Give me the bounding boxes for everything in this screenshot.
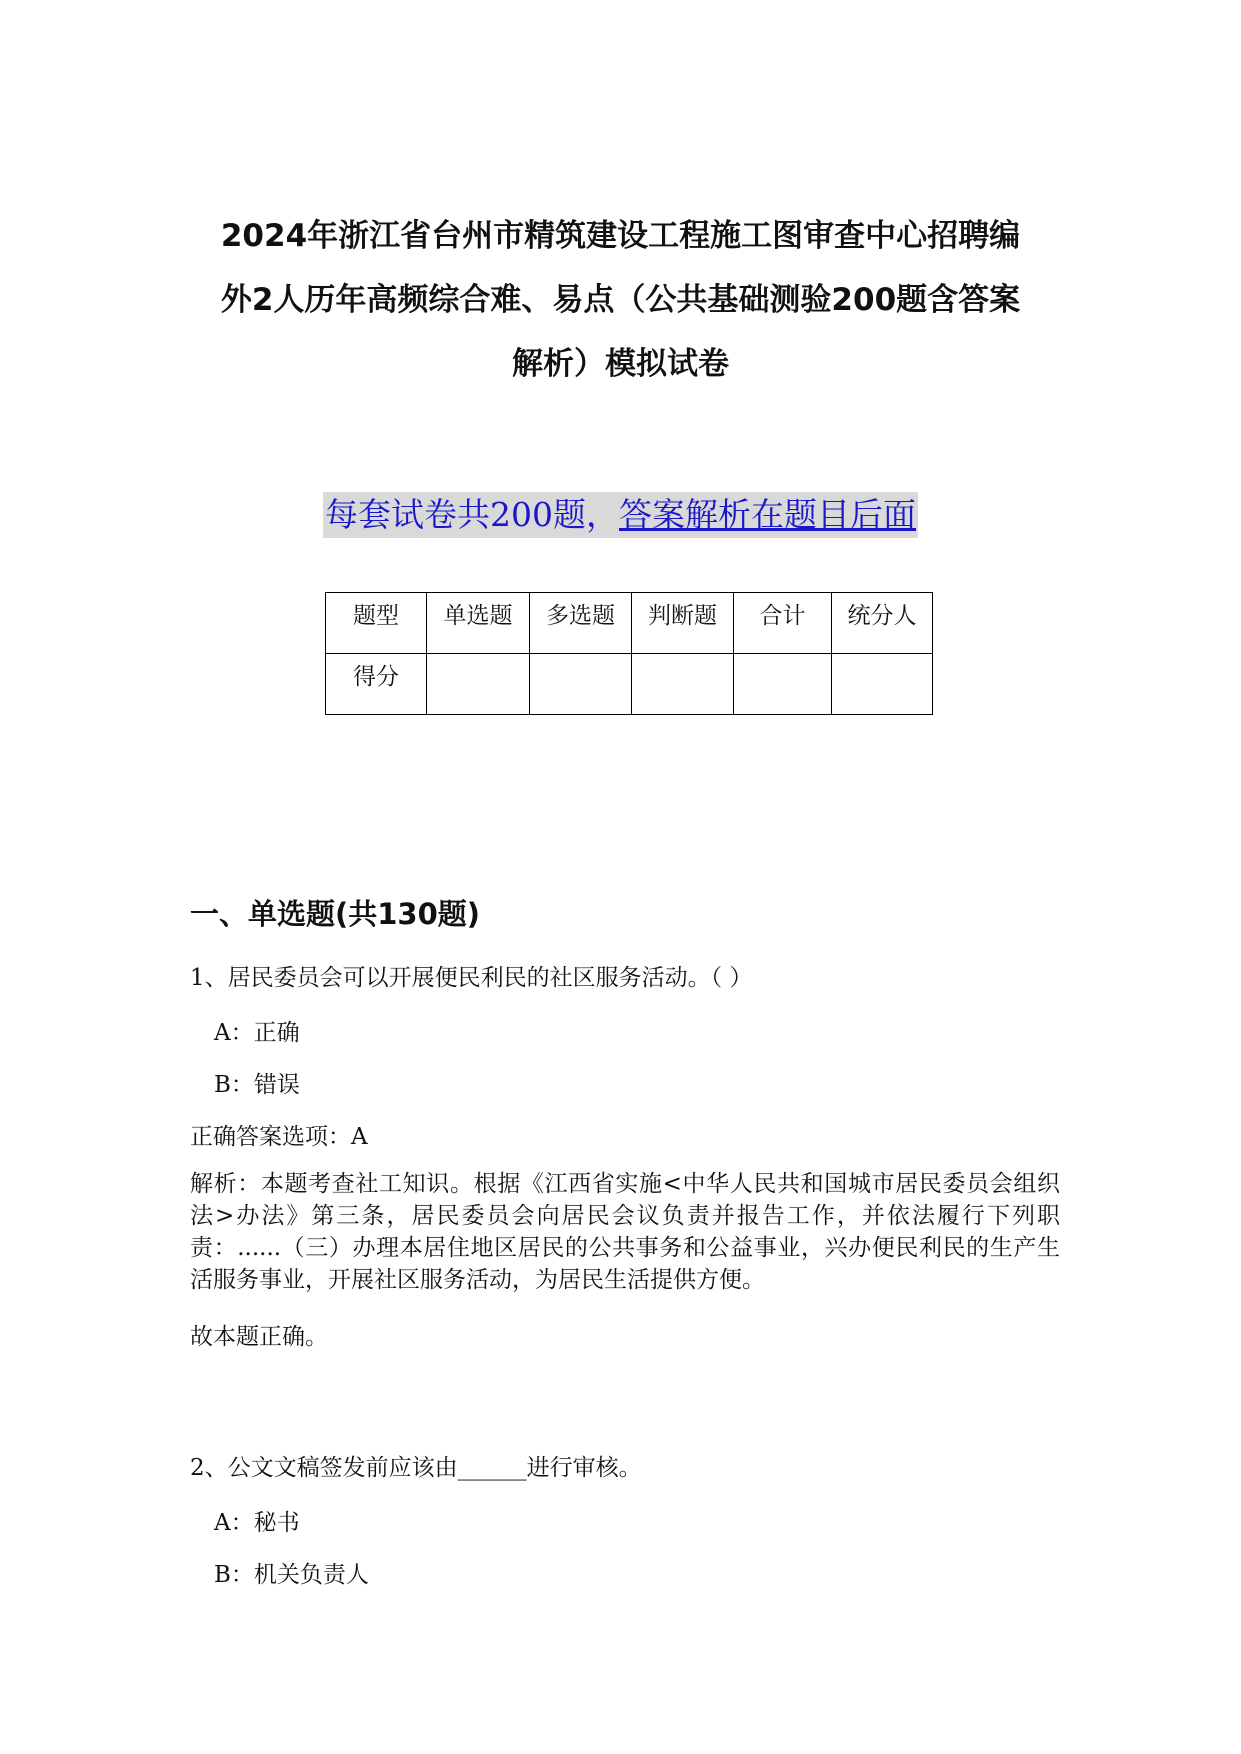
highlight-banner — [323, 492, 918, 538]
score-cell-multi-choice[interactable] — [530, 654, 632, 715]
banner-prefix: 每套试卷共200题， — [325, 495, 619, 534]
header-cell-single-choice: 单选题 — [427, 593, 530, 654]
question-2-stem: 2、公文文稿签发前应该由______进行审核。 — [190, 1455, 642, 1481]
score-table-header-row — [326, 593, 933, 654]
question-1-conclusion: 故本题正确。 — [190, 1324, 328, 1350]
header-cell-multi-choice: 多选题 — [530, 593, 632, 654]
question-2-option-b: B：机关负责人 — [214, 1562, 369, 1588]
question-1-option-b: B：错误 — [214, 1072, 300, 1098]
score-cell-scorer[interactable] — [832, 654, 933, 715]
banner-container — [0, 492, 1241, 538]
header-cell-true-false: 判断题 — [632, 593, 734, 654]
question-1-stem: 1、居民委员会可以开展便民利民的社区服务活动。（ ） — [190, 965, 753, 991]
section-heading: 一、单选题(共130题) — [190, 897, 481, 931]
question-1-answer: 正确答案选项：A — [190, 1124, 368, 1150]
title-line-2: 外2人历年高频综合难、易点（公共基础测验200题含答案 — [220, 282, 1021, 318]
score-cell-single-choice[interactable] — [427, 654, 530, 715]
score-cell-true-false[interactable] — [632, 654, 734, 715]
question-2-option-a: A：秘书 — [214, 1510, 300, 1536]
header-cell-type: 题型 — [326, 593, 427, 654]
question-1-explanation: 解析：本题考查社工知识。根据《江西省实施<中华人民共和国城市居民委员会组织法>办法》第三条，居民委员会向居民会议负责并报告工作，并依法履行下列职责：......（三）办理本居住地区居民的公共事务和公益事业，兴办便民利民的生产生活服务事业，开展社区服务活动，为居民生活提供方便。 — [190, 1171, 1060, 1293]
header-cell-total: 合计 — [734, 593, 832, 654]
question-1-option-a: A：正确 — [214, 1020, 300, 1046]
answer-location-link[interactable]: 答案解析在题目后面 — [619, 495, 916, 534]
score-table — [325, 592, 933, 715]
score-cell-total[interactable] — [734, 654, 832, 715]
header-cell-scorer: 统分人 — [832, 593, 933, 654]
row-label-score: 得分 — [326, 654, 427, 715]
title-line-3: 解析）模拟试卷 — [512, 346, 729, 382]
score-table-score-row — [326, 654, 933, 715]
title-line-1: 2024年浙江省台州市精筑建设工程施工图审查中心招聘编 — [220, 218, 1021, 254]
document-title — [180, 204, 1061, 396]
